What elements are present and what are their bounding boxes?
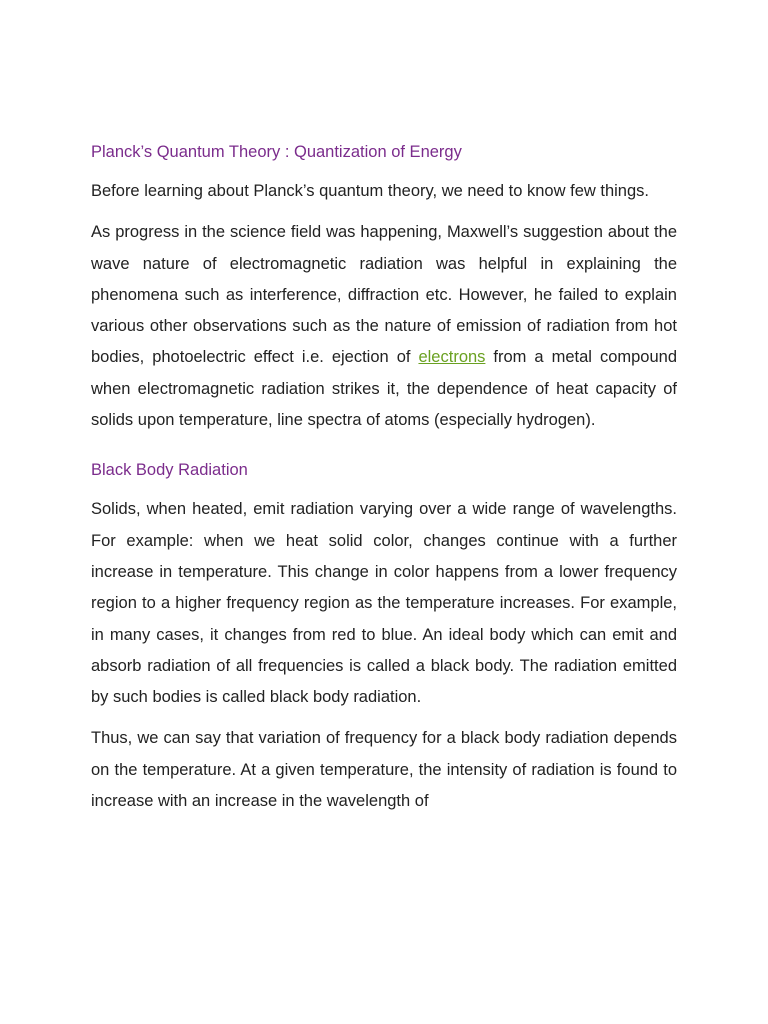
paragraph-intro: Before learning about Planck’s quantum theory, we need to know few things. (91, 182, 649, 200)
paragraph-frequency-variation: Thus, we can say that variation of frequency for a black body radiation depends on the temperature. At a given temperature, the intensity of radiation is found to increase with an increase in the wavelength of (91, 729, 677, 811)
section-heading-plancks-quantum-theory: Planck’s Quantum Theory : Quantization of Energy (91, 143, 462, 161)
paragraph-maxwell (91, 217, 677, 436)
paragraph-maxwell-text-after: from a metal compound when electromagnetic radiation strikes it, the dependence of heat capacity of solids upon temperature, line spectra of atoms (especially hydrogen). (91, 348, 677, 430)
electrons-link[interactable]: electrons (418, 348, 486, 367)
paragraph-black-body: Solids, when heated, emit radiation varying over a wide range of wavelengths. For example: when we heat solid color, changes continue with a further increase in temperature. This change in color happens from a lower frequency region to a higher frequency region as the temperature increases. For example, in many cases, it changes from red to blue. An ideal body which can emit and absorb radiation of all frequencies is called a black body. The radiation emitted by such bodies is called black body radiation. (91, 500, 677, 707)
paragraph-maxwell-text-before: As progress in the science field was happening, Maxwell’s suggestion about the wave nature of electromagnetic radiation was helpful in explaining the phenomena such as interference, diffraction etc. However, he failed to explain various other observations such as the nature of emission of radiation from hot bodies, photoelectric effect i.e. ejection of (91, 223, 677, 367)
document-page (91, 140, 677, 827)
section-heading-black-body-radiation: Black Body Radiation (91, 461, 248, 480)
